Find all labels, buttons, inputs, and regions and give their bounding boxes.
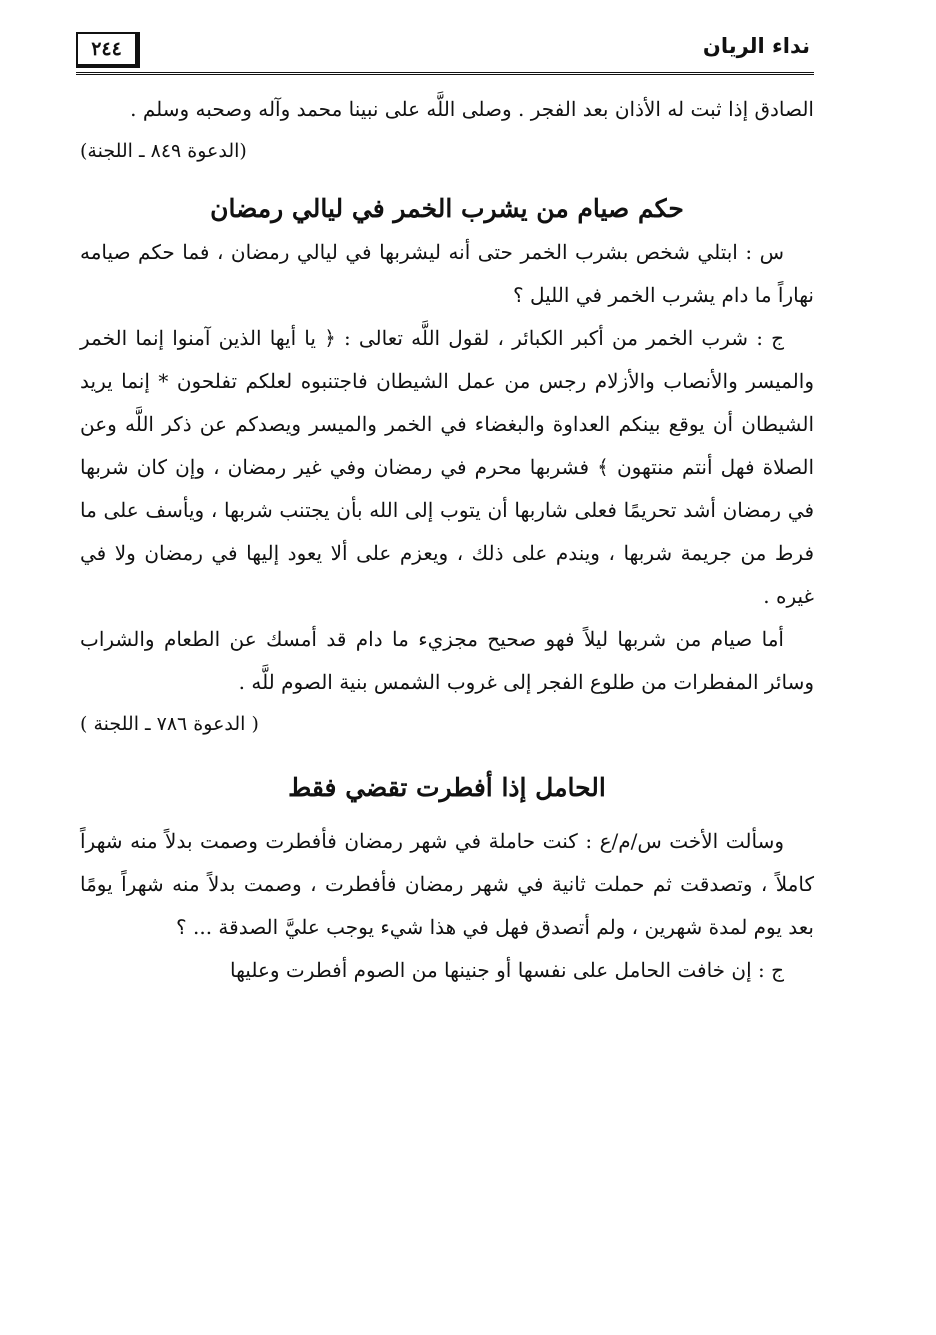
spacer: [80, 171, 814, 187]
section-heading: الحامل إذا أفطرت تقضي فقط: [288, 773, 606, 802]
question-paragraph: وسألت الأخت س/م/ع : كنت حاملة في شهر رمضان فأفطرت وصمت بدلاً منه شهراً كاملاً ، وتصدقت ثم حملت ثانية في شهر رمضان فأفطرت ، وصمت بدلاً منه شهراً يومًا بعد يوم لمدة شهرين ، ولم أتصدق فهل في هذا شيء يوجب عليَّ الصدقة ... ؟: [80, 829, 815, 939]
section-heading: حكم صيام من يشرب الخمر في ليالي رمضان: [210, 194, 684, 223]
answer-paragraph: أما صيام من شربها ليلاً فهو صحيح مجزيء ما دام قد أمسك عن الطعام والشراب وسائر المفطرات من طلوع الفجر إلى غروب الشمس بنية الصوم للَّه .: [80, 627, 814, 694]
question-paragraph: س : ابتلي شخص بشرب الخمر حتى أنه ليشربها في ليالي رمضان ، فما حكم صيامه نهاراً ما دام يشرب الخمر في الليل ؟: [80, 240, 814, 307]
header-rule: [76, 72, 814, 75]
source-citation: (الدعوة ٨٤٩ ـ اللجنة): [80, 140, 247, 162]
spacer: [80, 78, 814, 88]
source-citation: ( الدعوة ٧٨٦ ـ اللجنة ): [80, 713, 259, 735]
continuation-paragraph: الصادق إذا ثبت له الأذان بعد الفجر . وصلى اللَّه على نبينا محمد وآله وصحبه وسلم .: [130, 97, 814, 121]
page-number: ٢٤٤: [76, 32, 140, 68]
running-title: نداء الريان: [702, 34, 810, 58]
answer-paragraph: ج : شرب الخمر من أكبر الكبائر ، لقول اللَّه تعالى : ﴿ يا أيها الذين آمنوا إنما الخمر والميسر والأنصاب والأزلام رجس من عمل الشيطان فاجتنبوه لعلكم تفلحون * إنما يريد الشيطان أن يوقع بينكم العداوة والبغضاء في الخمر والميسر ويصدكم عن ذكر اللَّه وعن الصلاة فهل أنتم منتهون ﴾ فشربها محرم في رمضان وفي غير رمضان ، وإن كان شربها في رمضان أشد تحريمًا فعلى شاربها أن يتوب إلى الله بأن يجتنب شربها ، ويأسف على ما فرط من جريمة شربها ، ويندم على ذلك ، ويعزم على ألا يعود إليها في رمضان ولا في غيره .: [80, 326, 815, 608]
spacer: [80, 744, 814, 766]
spacer: [80, 810, 814, 820]
book-page: [80, 28, 814, 992]
page-header: [80, 28, 814, 78]
answer-paragraph: ج : إن خافت الحامل على نفسها أو جنينها من الصوم أفطرت وعليها: [229, 958, 784, 982]
